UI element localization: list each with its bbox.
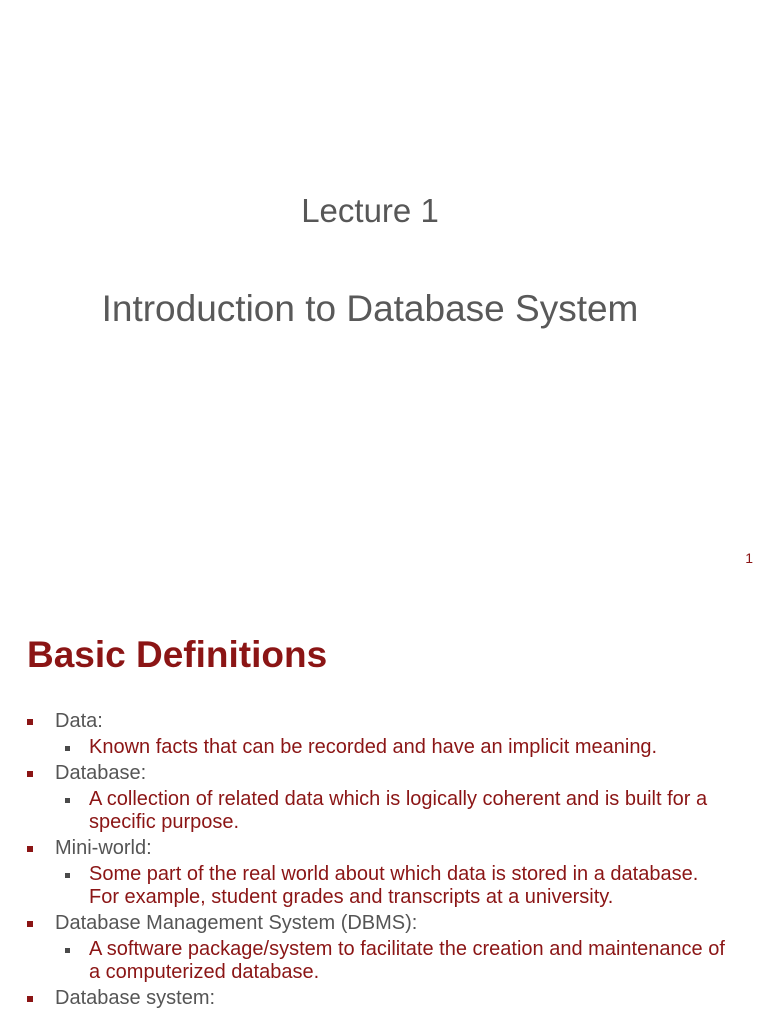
definition-text: Known facts that can be recorded and have an implicit meaning. <box>89 736 658 758</box>
definition-text-item <box>55 863 727 909</box>
square-bullet-icon <box>65 746 70 751</box>
definition-term: Data: <box>55 710 103 732</box>
definition-item <box>27 911 727 984</box>
definition-text: A collection of related data which is logically coherent and is built for a specific purpose. <box>89 788 708 833</box>
definition-text-item <box>55 788 727 834</box>
definition-text-item <box>55 938 727 984</box>
square-bullet-icon <box>27 996 33 1002</box>
definition-text: Some part of the real world about which data is stored in a database. For example, student grades and transcripts at a university. <box>89 863 699 908</box>
definition-item <box>27 709 727 759</box>
definition-item <box>27 761 727 834</box>
square-bullet-icon <box>27 921 33 927</box>
slide-2 <box>0 584 768 1024</box>
slide-title: Introduction to Database System <box>101 288 639 329</box>
page-number: 1 <box>745 550 753 566</box>
square-bullet-icon <box>65 798 70 803</box>
square-bullet-icon <box>65 873 70 878</box>
definition-text: A software package/system to facilitate the creation and maintenance of a computerized database. <box>89 938 725 983</box>
definition-item <box>27 836 727 909</box>
definition-term: Database: <box>55 762 147 784</box>
lecture-label: Lecture 1 <box>301 192 439 229</box>
definition-item <box>27 986 727 1011</box>
definition-text-item <box>55 736 727 759</box>
definition-list <box>27 709 727 1011</box>
slide-heading: Basic Definitions <box>27 634 328 675</box>
square-bullet-icon <box>27 771 33 777</box>
square-bullet-icon <box>27 846 33 852</box>
square-bullet-icon <box>65 948 70 953</box>
definition-term: Mini-world: <box>55 837 152 859</box>
square-bullet-icon <box>27 719 33 725</box>
definition-term: Database system: <box>55 987 216 1009</box>
definition-term: Database Management System (DBMS): <box>55 912 418 934</box>
